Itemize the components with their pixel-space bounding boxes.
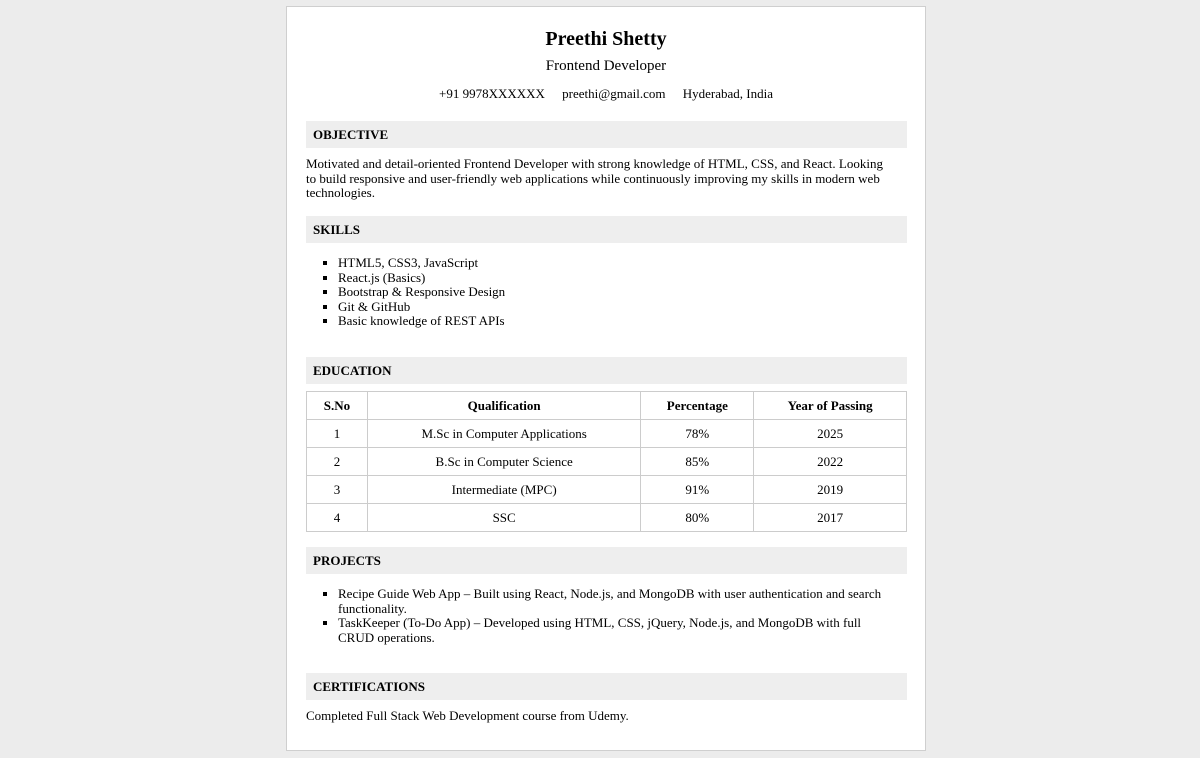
- certifications-text: Completed Full Stack Web Development course from Udemy.: [306, 708, 629, 723]
- table-cell: 91%: [641, 476, 754, 504]
- objective-text: Motivated and detail-oriented Frontend Developer with strong knowledge of HTML, CSS, and React. Looking to build responsive and user-friendly web applications while continuously improving my skills in modern web technologies.: [306, 156, 883, 201]
- list-item: ▪ Git & GitHub: [338, 300, 896, 315]
- table-cell: 2022: [754, 448, 907, 476]
- table-cell: 1: [307, 420, 368, 448]
- table-row: [307, 420, 907, 448]
- table-cell: Intermediate (MPC): [367, 476, 640, 504]
- candidate-name: Preethi Shetty: [545, 28, 667, 50]
- list-item: ▪ Bootstrap & Responsive Design: [338, 285, 896, 300]
- table-row: [307, 448, 907, 476]
- table-cell: 2025: [754, 420, 907, 448]
- table-cell: B.Sc in Computer Science: [367, 448, 640, 476]
- resume-page: [286, 6, 926, 751]
- section-heading-skills: SKILLS: [306, 216, 907, 243]
- location: Hyderabad, India: [682, 86, 773, 101]
- section-heading-education: EDUCATION: [306, 357, 907, 384]
- column-header: S.No: [307, 392, 368, 420]
- candidate-role: Frontend Developer: [545, 58, 667, 74]
- table-row: [307, 476, 907, 504]
- table-cell: 80%: [641, 504, 754, 532]
- table-cell: 4: [307, 504, 368, 532]
- list-item: ▪ React.js (Basics): [338, 271, 896, 286]
- table-cell: 78%: [641, 420, 754, 448]
- table-cell: 2: [307, 448, 368, 476]
- table-cell: 2017: [754, 504, 907, 532]
- section-heading-certifications: CERTIFICATIONS: [306, 673, 907, 700]
- column-header: Year of Passing: [754, 392, 907, 420]
- table-cell: SSC: [367, 504, 640, 532]
- section-heading-projects: PROJECTS: [306, 547, 907, 574]
- phone-number: +91 9978XXXXXX: [439, 86, 545, 101]
- table-header-row: [307, 392, 907, 420]
- column-header: Qualification: [367, 392, 640, 420]
- list-item: ▪ HTML5, CSS3, JavaScript: [338, 256, 896, 271]
- table-cell: 85%: [641, 448, 754, 476]
- education-table: [306, 391, 907, 532]
- section-heading-objective: OBJECTIVE: [306, 121, 907, 148]
- list-item: ▪ Recipe Guide Web App – Built using React, Node.js, and MongoDB with user authentication and search functionality.: [338, 587, 896, 616]
- table-cell: 3: [307, 476, 368, 504]
- skills-list: [306, 256, 896, 329]
- column-header: Percentage: [641, 392, 754, 420]
- email-address: preethi@gmail.com: [562, 86, 666, 101]
- list-item: ▪ Basic knowledge of REST APIs: [338, 314, 896, 329]
- list-item: ▪ TaskKeeper (To-Do App) – Developed using HTML, CSS, jQuery, Node.js, and MongoDB with full CRUD operations.: [338, 616, 896, 645]
- projects-list: [306, 587, 896, 645]
- table-cell: 2019: [754, 476, 907, 504]
- table-row: [307, 504, 907, 532]
- contact-line: [287, 86, 925, 102]
- table-cell: M.Sc in Computer Applications: [367, 420, 640, 448]
